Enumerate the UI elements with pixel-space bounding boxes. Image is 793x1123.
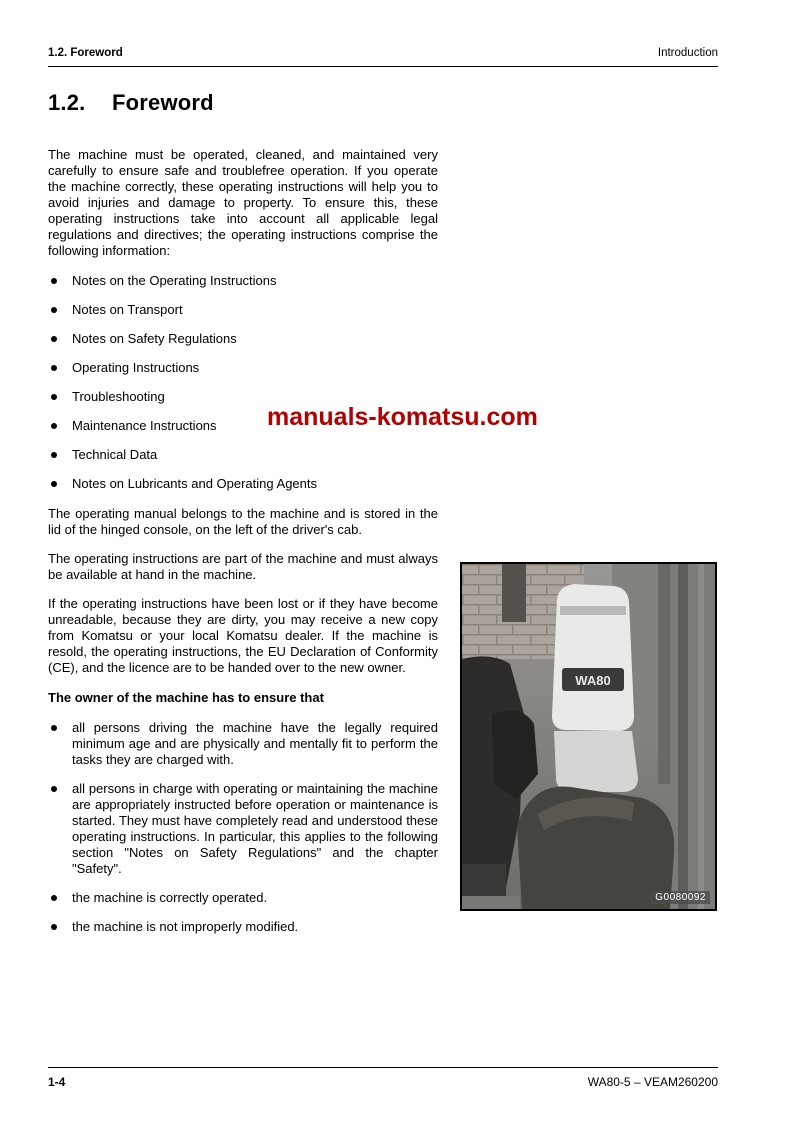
owner-heading: The owner of the machine has to ensure that	[48, 690, 324, 705]
list-item-text: all persons in charge with operating or maintaining the machine are appropriately instructed before operation or maintenance is started. They must have completely read and understood these operating instructions. In particular, this applies to the following section "Notes on Safety Regulations" and the chapter "Safety".	[72, 781, 438, 876]
list-item-text: all persons driving the machine have the legally required minimum age and are physically and mentally fit to perform the tasks they are charged with.	[72, 720, 438, 767]
bullet-icon	[51, 924, 57, 930]
bullet-icon	[51, 336, 57, 342]
bullet-icon	[51, 452, 57, 458]
bullet-icon	[51, 895, 57, 901]
list-item	[48, 890, 438, 906]
list-item	[48, 331, 438, 347]
bullet-icon	[51, 786, 57, 792]
machine-model-label: WA80	[575, 673, 611, 688]
list-item-text: Notes on the Operating Instructions	[72, 273, 277, 288]
list-item	[48, 781, 438, 877]
body-paragraph: If the operating instructions have been lost or if they have become unreadable, because they are dirty, you may receive a new copy from Komatsu or your local Komatsu dealer. If the machine is resold, the operating instructions, the EU Declaration of Conformity (CE), and the licence are to be handed over to the new owner.	[48, 596, 438, 675]
cab-floor	[462, 896, 520, 909]
list-item	[48, 273, 438, 289]
bullet-icon	[51, 365, 57, 371]
list-item	[48, 476, 438, 492]
document-code: WA80-5 – VEAM260200	[587, 1075, 718, 1089]
machine-photo-illustration	[462, 564, 715, 909]
list-item-text: Technical Data	[72, 447, 158, 462]
photo-caption: G0080092	[651, 891, 710, 904]
list-item	[48, 447, 438, 463]
header-chapter-label: Introduction	[657, 47, 718, 59]
white-housing	[552, 584, 638, 792]
wall-opening	[502, 564, 526, 622]
page-header	[48, 47, 718, 59]
watermark: manuals-komatsu.com	[267, 403, 538, 431]
list-item-text: Troubleshooting	[72, 389, 165, 404]
bullet-icon	[51, 307, 57, 313]
list-item	[48, 360, 438, 376]
machine-photo	[460, 562, 717, 911]
list-item-text: the machine is correctly operated.	[72, 890, 268, 905]
list-item	[48, 919, 438, 935]
section-number: 1.2.	[48, 90, 86, 115]
list-item-text: the machine is not improperly modified.	[72, 919, 299, 934]
bullet-icon	[51, 278, 57, 284]
list-item	[48, 720, 438, 768]
body-paragraph: The operating manual belongs to the machine and is stored in the lid of the hinged console, on the left of the driver's cab.	[48, 506, 438, 537]
list-item-text: Notes on Transport	[72, 302, 183, 317]
bullet-icon	[51, 481, 57, 487]
header-rule	[48, 66, 718, 67]
list-item-text: Notes on Safety Regulations	[72, 331, 237, 346]
body-paragraph: The operating instructions are part of the machine and must always be available at hand in the machine.	[48, 551, 438, 582]
list-item-text: Operating Instructions	[72, 360, 200, 375]
list-item-text: Notes on Lubricants and Operating Agents	[72, 476, 317, 491]
bullet-icon	[51, 725, 57, 731]
list-item-text: Maintenance Instructions	[72, 418, 217, 433]
section-title	[48, 92, 438, 114]
page-number: 1-4	[48, 1075, 66, 1089]
footer-rule	[48, 1067, 718, 1068]
page-content	[48, 92, 438, 949]
header-section-label: 1.2. Foreword	[48, 47, 123, 59]
intro-paragraph: The machine must be operated, cleaned, and maintained very carefully to ensure safe and troublefree operation. If you operate the machine correctly, these operating instructions will help you to avoid injuries and damage to property. To ensure this, these operating instructions take into account all applicable legal regulations and directives; the operating instructions comprise the following information:	[48, 147, 438, 258]
list-item	[48, 302, 438, 318]
owner-list	[48, 720, 438, 935]
bullet-icon	[51, 394, 57, 400]
bullet-icon	[51, 423, 57, 429]
contents-list	[48, 273, 438, 492]
page-footer	[48, 1075, 718, 1089]
section-name: Foreword	[112, 90, 214, 115]
